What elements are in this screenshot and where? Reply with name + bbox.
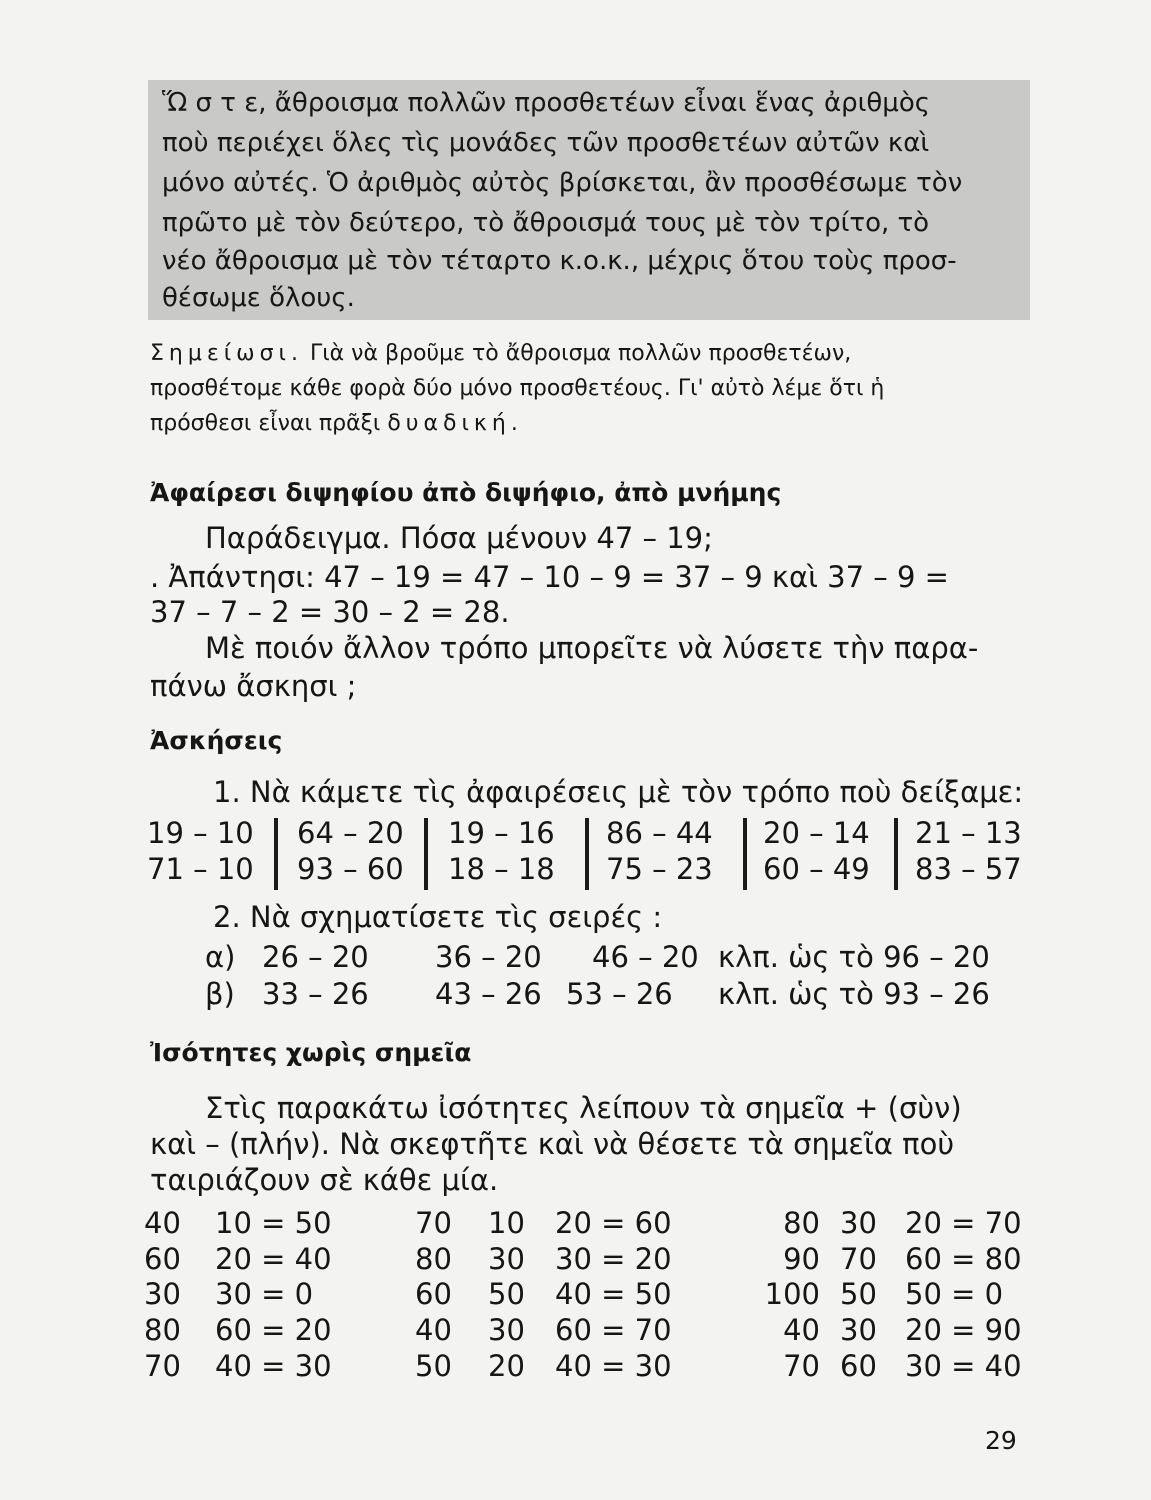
- rule-line-4: πρῶτο μὲ τὸν δεύτερο, τὸ ἄθροισμά τους μὲ τὸν τρίτο, τὸ: [162, 208, 930, 238]
- series-item: 43 – 26: [435, 977, 542, 1011]
- eq-term: 80: [144, 1313, 181, 1347]
- eq-term: 60: [840, 1349, 877, 1383]
- question-line-2: πάνω ἄσκησι ;: [150, 669, 357, 703]
- grid-cell: 86 – 44: [606, 816, 713, 850]
- rule-line-1: Ὥ σ τ ε, ἄθροισμα πολλῶν προσθετέων εἶναι ἕνας ἀριθμὸς: [162, 88, 931, 118]
- grid-cell: 19 – 16: [448, 816, 555, 850]
- eq-term: 20: [488, 1349, 525, 1383]
- grid-divider: [424, 818, 428, 890]
- eq-rest: 20 = 40: [215, 1242, 332, 1276]
- note-line-1: [150, 343, 851, 365]
- eq-rest: 20 = 70: [905, 1206, 1022, 1240]
- eq-term: 30: [488, 1242, 525, 1276]
- question-line-1: Μὲ ποιόν ἄλλον τρόπο μπορεῖτε νὰ λύσετε τὴν παρα-: [205, 631, 979, 665]
- grid-cell: 93 – 60: [297, 852, 404, 886]
- eq-term: 90: [783, 1242, 820, 1276]
- grid-divider: [274, 818, 278, 890]
- eq-term: 40: [415, 1313, 452, 1347]
- grid-cell: 20 – 14: [763, 816, 870, 850]
- grid-divider: [743, 818, 747, 890]
- intro-line-2: καὶ – (πλήν). Νὰ σκεφτῆτε καὶ νὰ θέσετε τὰ σημεῖα ποὺ: [150, 1127, 955, 1161]
- section-heading-equalities: Ἰσότητες χωρὶς σημεῖα: [150, 1038, 472, 1067]
- grid-divider: [585, 818, 589, 890]
- series-label: β): [205, 977, 235, 1011]
- note-line-2: προσθέτομε κάθε φορὰ δύο μόνο προσθετέους. Γι' αὐτὸ λέμε ὅτι ἡ: [150, 376, 885, 401]
- eq-rest: 30 = 20: [555, 1242, 672, 1276]
- series-item: 46 – 20: [592, 940, 699, 974]
- rule-line-6: θέσωμε ὅλους.: [162, 283, 355, 313]
- eq-rest: 30 = 40: [905, 1349, 1022, 1383]
- eq-term: 50: [840, 1277, 877, 1311]
- page-number: 29: [985, 1426, 1017, 1455]
- eq-term: 70: [415, 1206, 452, 1240]
- exercise-1-instruction: 1. Νὰ κάμετε τὶς ἀφαιρέσεις μὲ τὸν τρόπο ποὺ δείξαμε:: [213, 775, 1024, 809]
- exercises-heading: Ἀσκήσεις: [150, 726, 283, 755]
- eq-rest: 40 = 30: [215, 1349, 332, 1383]
- grid-cell: 64 – 20: [297, 816, 404, 850]
- series-item: 26 – 20: [262, 940, 369, 974]
- series-item: 33 – 26: [262, 977, 369, 1011]
- eq-term: 70: [783, 1349, 820, 1383]
- example-line: Παράδειγμα. Πόσα μένουν 47 – 19;: [205, 521, 713, 555]
- grid-cell: 60 – 49: [763, 852, 870, 886]
- rule-line-3: μόνο αὐτές. Ὁ ἀριθμὸς αὐτὸς βρίσκεται, ἂν προσθέσωμε τὸν: [162, 168, 963, 198]
- eq-rest: 10 = 50: [215, 1206, 332, 1240]
- series-item: 53 – 26: [566, 977, 673, 1011]
- grid-cell: 75 – 23: [606, 852, 713, 886]
- eq-term: 50: [415, 1349, 452, 1383]
- eq-term: 80: [415, 1242, 452, 1276]
- grid-cell: 21 – 13: [915, 816, 1022, 850]
- note-lead: Σημείωσι.: [150, 341, 303, 366]
- note-spaced-word: δυαδική.: [387, 411, 523, 436]
- eq-rest: 50 = 0: [905, 1277, 1004, 1311]
- exercise-2-instruction: 2. Νὰ σχηματίσετε τὶς σειρές :: [213, 900, 663, 934]
- series-tail: κλπ. ὡς τὸ 93 – 26: [718, 977, 990, 1011]
- note-line-1-text: Γιὰ νὰ βροῦμε τὸ ἄθροισμα πολλῶν προσθετέων,: [302, 341, 852, 366]
- eq-term: 10: [488, 1206, 525, 1240]
- eq-rest: 30 = 0: [215, 1277, 314, 1311]
- eq-term: 40: [144, 1206, 181, 1240]
- intro-line-3: ταιριάζουν σὲ κάθε μία.: [150, 1163, 499, 1197]
- intro-line-1: Στὶς παρακάτω ἰσότητες λείπουν τὰ σημεῖα + (σὺν): [205, 1091, 962, 1125]
- rule-line-2: ποὺ περιέχει ὅλες τὶς μονάδες τῶν προσθετέων αὐτῶν καὶ: [162, 128, 930, 158]
- eq-term: 30: [840, 1206, 877, 1240]
- grid-cell: 19 – 10: [147, 816, 254, 850]
- eq-rest: 60 = 20: [215, 1313, 332, 1347]
- series-label: α): [205, 940, 236, 974]
- eq-rest: 20 = 60: [555, 1206, 672, 1240]
- eq-term: 30: [840, 1313, 877, 1347]
- grid-divider: [894, 818, 898, 890]
- rule-line-5: νέο ἄθροισμα μὲ τὸν τέταρτο κ.ο.κ., μέχρις ὅτου τοὺς προσ-: [162, 246, 957, 276]
- grid-cell: 83 – 57: [915, 852, 1022, 886]
- eq-term: 30: [144, 1277, 181, 1311]
- eq-rest: 40 = 30: [555, 1349, 672, 1383]
- grid-cell: 71 – 10: [147, 852, 254, 886]
- eq-term: 60: [144, 1242, 181, 1276]
- eq-term: 60: [415, 1277, 452, 1311]
- answer-line-1: . Ἀπάντησι: 47 – 19 = 47 – 10 – 9 = 37 – 9 καὶ 37 – 9 =: [150, 560, 949, 594]
- grid-cell: 18 – 18: [448, 852, 555, 886]
- note-line-3: [150, 413, 523, 435]
- eq-term: 70: [144, 1349, 181, 1383]
- series-tail: κλπ. ὡς τὸ 96 – 20: [718, 940, 990, 974]
- eq-rest: 60 = 80: [905, 1242, 1022, 1276]
- section-heading-subtraction: Ἀφαίρεσι διψηφίου ἀπὸ διψήφιο, ἀπὸ μνήμης: [150, 478, 782, 507]
- eq-term: 40: [783, 1313, 820, 1347]
- answer-line-2: 37 – 7 – 2 = 30 – 2 = 28.: [150, 595, 510, 629]
- eq-rest: 60 = 70: [555, 1313, 672, 1347]
- eq-rest: 20 = 90: [905, 1313, 1022, 1347]
- note-line-3-text: πρόσθεσι εἶναι πρᾶξι: [150, 411, 388, 436]
- eq-term: 70: [840, 1242, 877, 1276]
- eq-term: 80: [783, 1206, 820, 1240]
- eq-term: 100: [764, 1277, 820, 1311]
- series-item: 36 – 20: [435, 940, 542, 974]
- eq-term: 30: [488, 1313, 525, 1347]
- eq-rest: 40 = 50: [555, 1277, 672, 1311]
- eq-term: 50: [488, 1277, 525, 1311]
